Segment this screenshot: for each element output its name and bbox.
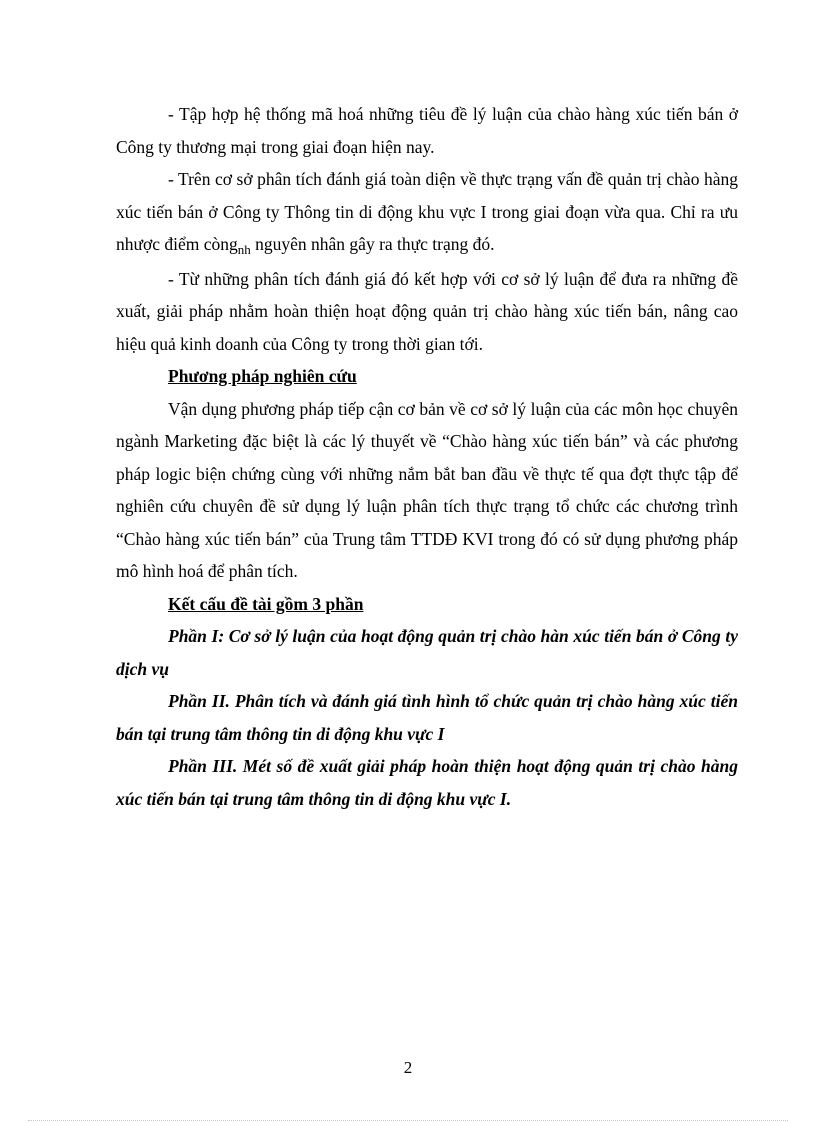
method-paragraph: Vận dụng phương pháp tiếp cận cơ bản về cơ sở lý luận của các môn học chuyên ngành Marketing đặc biệt là các lý thuyết về “Chào hàng xúc tiến bán” và các phương pháp logic biện chứng cùng với những nắm bắt ban đầu về thực tế qua đợt thực tập để nghiên cứu chuyên đề sử dụng lý luận phân tích thực trạng tổ chức các chương trình “Chào hàng xúc tiến bán” của Trung tâm TTDĐ KVI trong đó có sử dụng phương pháp mô hình hoá để phân tích. [116,398,738,581]
page-bottom-divider [28,1120,788,1121]
paragraph-objective-3: - Từ những phân tích đánh giá đó kết hợp với cơ sở lý luận để đưa ra những đề xuất, giải pháp nhằm hoàn thiện hoạt động quản trị chào hàng xúc tiến bán, nâng cao hiệu quả kinh doanh của Công ty trong thời gian tới. [116,268,738,354]
inline-small-text: nh [237,242,251,257]
paragraph-objective-2-tail: nguyên nhân gây ra thực trạng đó. [255,234,495,254]
paragraph-objective-1: - Tập hợp hệ thống mã hoá những tiêu đề lý luận của chào hàng xúc tiến bán ở Công ty thương mại trong giai đoạn hiện nay. [116,104,738,157]
paragraph-objective-2-text: - Trên cơ sở phân tích đánh giá toàn diện về thực trạng vấn đề quản trị chào hàng xúc tiến bán ở Công ty Thông tin di động khu vực I trong giai đoạn vừa qua. Chỉ ra ưu nhược điểm còng [116,169,738,254]
structure-part-2: Phần II. Phân tích và đánh giá tình hình tổ chức quản trị chào hàng xúc tiến bán tại trung tâm thông tin di động khu vực I [116,691,738,744]
method-heading: Phương pháp nghiên cứu [168,366,357,386]
page-number: 2 [403,1058,413,1077]
structure-part-3: Phần III. Mét số đề xuất giải pháp hoàn thiện hoạt động quản trị chào hàng xúc tiến bán tại trung tâm thông tin di động khu vực I. [116,756,738,809]
page-content [116,98,738,815]
structure-heading: Kết cấu đề tài gồm 3 phần [168,593,364,614]
paragraph-objective-2 [116,163,738,263]
structure-part-1: Phần I: Cơ sở lý luận của hoạt động quản trị chào hàn xúc tiến bán ở Công ty dịch vụ [116,626,738,679]
